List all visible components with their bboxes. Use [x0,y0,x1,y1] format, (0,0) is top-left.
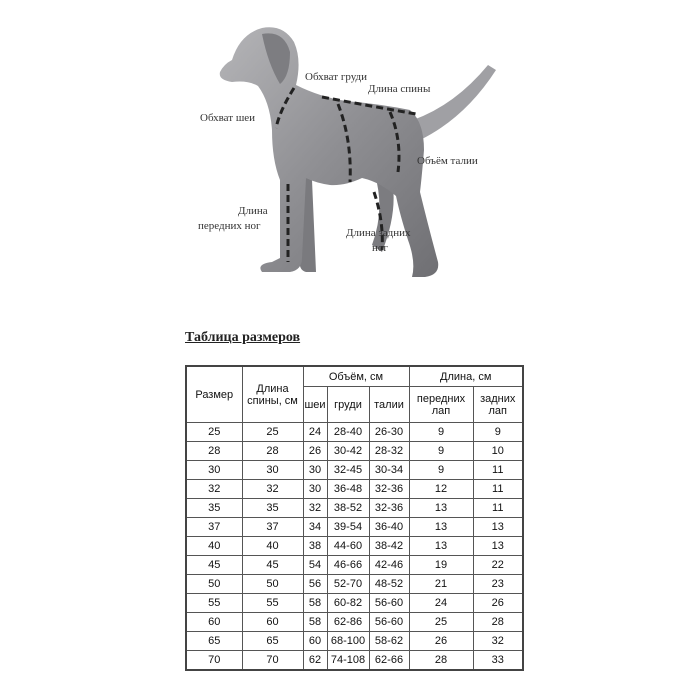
table-cell: 13 [473,537,523,556]
table-cell: 46-66 [327,556,369,575]
table-cell: 9 [409,442,473,461]
table-cell: 45 [242,556,303,575]
table-row [186,632,523,651]
table-cell: 60 [186,613,242,632]
table-cell: 40 [242,537,303,556]
table-cell: 28-40 [327,423,369,442]
label-hind-leg-1: Длина задних [346,227,411,239]
table-cell: 25 [242,423,303,442]
table-cell: 32-36 [369,480,409,499]
table-cell: 36-48 [327,480,369,499]
table-body [186,423,523,671]
table-cell: 33 [473,651,523,671]
label-front-leg-1: Длина [238,205,268,217]
dog-illustration [220,27,496,277]
table-row [186,575,523,594]
table-cell: 30 [186,461,242,480]
table-cell: 32 [473,632,523,651]
header-neck: шеи [303,387,327,423]
dog-measurement-diagram [0,0,700,310]
table-row [186,423,523,442]
table-cell: 39-54 [327,518,369,537]
table-cell: 56-60 [369,613,409,632]
label-hind-leg-2: ног [372,242,388,254]
table-cell: 74-108 [327,651,369,671]
table-cell: 55 [242,594,303,613]
table-cell: 28 [242,442,303,461]
table-cell: 60-82 [327,594,369,613]
table-cell: 30 [303,480,327,499]
table-cell: 70 [186,651,242,671]
table-row [186,613,523,632]
table-row [186,556,523,575]
table-cell: 32 [303,499,327,518]
table-row [186,537,523,556]
table-cell: 11 [473,499,523,518]
table-row [186,461,523,480]
table-row [186,651,523,671]
table-cell: 25 [409,613,473,632]
table-cell: 11 [473,461,523,480]
table-cell: 56-60 [369,594,409,613]
table-row [186,442,523,461]
table-cell: 9 [473,423,523,442]
table-cell: 62-86 [327,613,369,632]
table-cell: 37 [242,518,303,537]
table-cell: 30 [242,461,303,480]
table-cell: 58 [303,613,327,632]
table-cell: 35 [242,499,303,518]
table-cell: 50 [242,575,303,594]
table-cell: 35 [186,499,242,518]
table-cell: 32 [242,480,303,499]
table-cell: 30-34 [369,461,409,480]
table-row [186,518,523,537]
table-cell: 9 [409,461,473,480]
table-row [186,594,523,613]
table-cell: 36-40 [369,518,409,537]
header-hind-paws: задних лап [473,387,523,423]
table-cell: 52-70 [327,575,369,594]
table-cell: 50 [186,575,242,594]
table-cell: 11 [473,480,523,499]
table-cell: 28 [473,613,523,632]
table-cell: 68-100 [327,632,369,651]
header-size: Размер [186,366,242,423]
table-cell: 48-52 [369,575,409,594]
table-cell: 60 [242,613,303,632]
table-cell: 32-45 [327,461,369,480]
header-chest: груди [327,387,369,423]
table-cell: 45 [186,556,242,575]
label-waist: Объём талии [417,155,478,167]
header-back-length: Длина спины, см [242,366,303,423]
table-title: Таблица размеров [185,330,301,345]
header-length-group: Длина, см [409,366,523,387]
table-cell: 40 [186,537,242,556]
table-cell: 22 [473,556,523,575]
table-cell: 62-66 [369,651,409,671]
table-row [186,480,523,499]
table-cell: 54 [303,556,327,575]
header-front-paws: передних лап [409,387,473,423]
table-cell: 13 [409,518,473,537]
table-cell: 10 [473,442,523,461]
table-cell: 13 [473,518,523,537]
table-cell: 60 [303,632,327,651]
table-cell: 44-60 [327,537,369,556]
table-cell: 38-42 [369,537,409,556]
label-back: Длина спины [368,83,431,95]
table-cell: 62 [303,651,327,671]
table-cell: 24 [409,594,473,613]
table-cell: 28 [186,442,242,461]
table-cell: 26 [473,594,523,613]
table-cell: 23 [473,575,523,594]
table-cell: 26 [303,442,327,461]
table-row [186,499,523,518]
table-cell: 12 [409,480,473,499]
table-cell: 25 [186,423,242,442]
header-volume-group: Объём, см [303,366,409,387]
header-waist: талии [369,387,409,423]
table-cell: 30-42 [327,442,369,461]
table-cell: 38-52 [327,499,369,518]
table-cell: 37 [186,518,242,537]
table-cell: 21 [409,575,473,594]
table-cell: 30 [303,461,327,480]
label-chest: Обхват груди [305,71,367,83]
table-cell: 58-62 [369,632,409,651]
table-cell: 56 [303,575,327,594]
table-cell: 28 [409,651,473,671]
table-cell: 24 [303,423,327,442]
label-neck: Обхват шеи [200,112,256,124]
table-cell: 32 [186,480,242,499]
table-cell: 70 [242,651,303,671]
table-cell: 38 [303,537,327,556]
table-cell: 65 [242,632,303,651]
table-cell: 13 [409,537,473,556]
table-cell: 65 [186,632,242,651]
size-table [185,365,524,671]
table-cell: 58 [303,594,327,613]
table-cell: 26-30 [369,423,409,442]
table-cell: 26 [409,632,473,651]
table-cell: 19 [409,556,473,575]
table-cell: 32-36 [369,499,409,518]
table-cell: 55 [186,594,242,613]
table-cell: 13 [409,499,473,518]
table-cell: 34 [303,518,327,537]
table-cell: 9 [409,423,473,442]
table-cell: 42-46 [369,556,409,575]
table-cell: 28-32 [369,442,409,461]
label-front-leg-2: передних ног [198,220,261,232]
